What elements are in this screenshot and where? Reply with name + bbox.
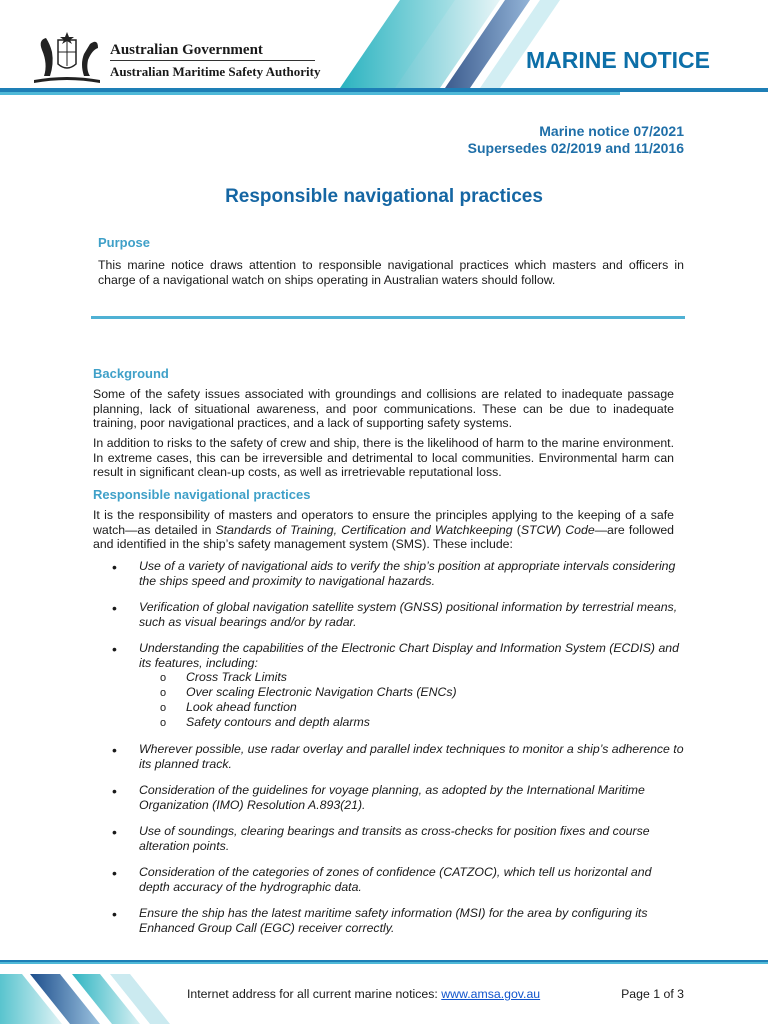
amsa-website-link[interactable]: www.amsa.gov.au <box>441 987 541 1001</box>
ecdis-feature-item: Look ahead function <box>186 700 297 714</box>
sub-bullet-marker: o <box>160 687 167 699</box>
purpose-text: This marine notice draws attention to responsible navigational practices which masters and officers in charge of a navigational watch on ships operating in Australian waters should follow. <box>98 258 684 287</box>
bullet-marker: • <box>112 742 117 758</box>
sub-bullet-marker: o <box>160 672 167 684</box>
bullet-marker: • <box>112 641 117 657</box>
document-type-title: MARINE NOTICE <box>526 47 710 73</box>
practice-item: Verification of global navigation satellite system (GNSS) positional information by terrestrial means, such as visual bearings and/or by radar. <box>139 600 678 629</box>
footer-text: Internet address for all current marine notices: www.amsa.gov.au <box>187 987 541 1001</box>
practice-item: Wherever possible, use radar overlay and parallel index techniques to monitor a ship’s adherence to its planned track. <box>139 742 684 771</box>
practice-item: Use of a variety of navigational aids to verify the ship’s position at appropriate intervals considering the ships speed and proximity to navigational hazards. <box>139 559 676 588</box>
page-title: Responsible navigational practices <box>225 186 543 207</box>
agency-name: Australian Maritime Safety Authority <box>110 64 321 79</box>
practice-item: Use of soundings, clearing bearings and transits as cross-checks for position fixes and course alteration points. <box>139 824 650 853</box>
background-paragraph-2: In addition to risks to the safety of crew and ship, there is the likelihood of harm to the marine environment. In extreme cases, this can be irreversible and detrimental to local communities. Environmental harm can result in significant clean-up costs, as well as irretrievable reputational loss. <box>93 436 674 480</box>
practice-item: Consideration of the guidelines for voyage planning, as adopted by the International Maritime Organization (IMO) Resolution A.893(21). <box>139 783 645 812</box>
sub-bullet-marker: o <box>160 702 167 714</box>
page-number: Page 1 of 3 <box>621 987 684 1001</box>
background-paragraph-1: Some of the safety issues associated with groundings and collisions are related to inadequate passage planning, lack of situational awareness, and poor communications. These can be due to inadequate training, poor navigational practices, and a lack of supporting safety systems. <box>93 387 674 431</box>
bullet-marker: • <box>112 906 117 922</box>
supersedes-note: Supersedes 02/2019 and 11/2016 <box>467 140 684 156</box>
practices-intro: It is the responsibility of masters and operators to ensure the principles applying to the keeping of a safe watch—as detailed in Standards of Training, Certification and Watchkeeping (STCW) Code—are followed and identified in the ship’s safety management system (SMS). These include: <box>93 508 675 552</box>
section-divider <box>91 316 685 319</box>
bullet-marker: • <box>112 783 117 799</box>
ecdis-feature-item: Over scaling Electronic Navigation Charts (ENCs) <box>186 685 457 699</box>
logo-divider <box>110 60 315 61</box>
bullet-marker: • <box>112 600 117 616</box>
bullet-marker: • <box>112 865 117 881</box>
government-name: Australian Government <box>110 42 263 58</box>
practice-item: Ensure the ship has the latest maritime safety information (MSI) for the area by configuring its Enhanced Group Call (EGC) receiver correctly. <box>139 906 648 935</box>
bullet-marker: • <box>112 824 117 840</box>
sub-bullet-marker: o <box>160 717 167 729</box>
background-heading: Background <box>93 366 169 381</box>
coat-of-arms-icon <box>28 30 106 86</box>
notice-number: Marine notice 07/2021 <box>539 123 684 139</box>
practices-heading: Responsible navigational practices <box>93 487 311 502</box>
practice-item: Consideration of the categories of zones of confidence (CATZOC), which tell us horizontal and depth accuracy of the hydrographic data. <box>139 865 652 894</box>
ecdis-feature-item: Cross Track Limits <box>186 670 287 684</box>
practice-item: Understanding the capabilities of the Electronic Chart Display and Information System (ECDIS) and its features, including: <box>139 641 679 670</box>
ecdis-feature-item: Safety contours and depth alarms <box>186 715 370 729</box>
purpose-heading: Purpose <box>98 235 151 250</box>
bullet-marker: • <box>112 559 117 575</box>
